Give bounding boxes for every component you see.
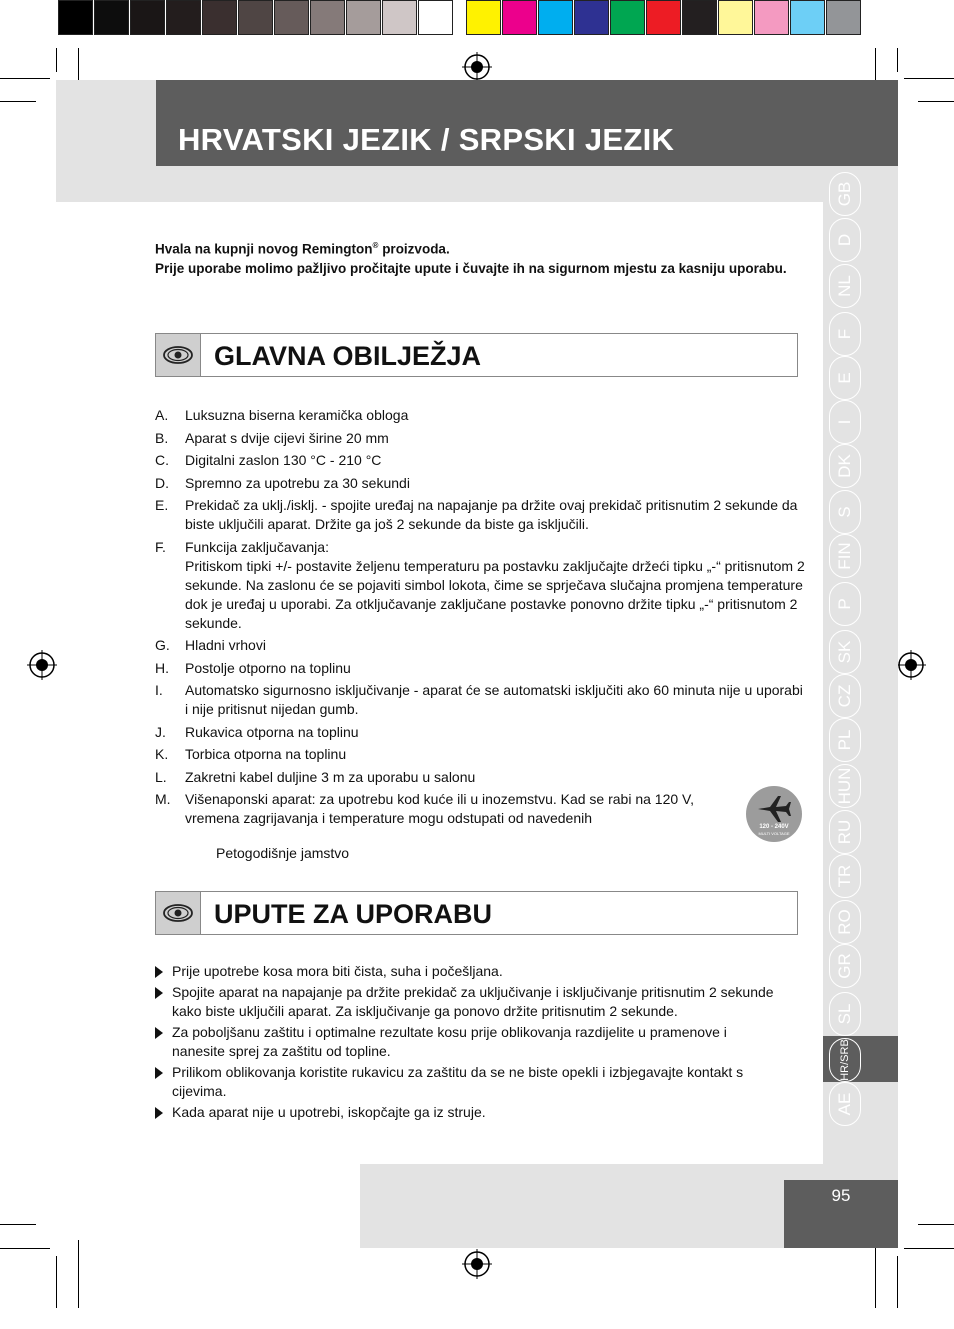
usage-text: Kada aparat nije u upotrebi, iskopčajte ga iz struje. [172,1104,486,1120]
color-swatch [502,0,537,35]
crop-mark [56,1256,57,1308]
color-swatch [382,0,417,35]
color-swatch [682,0,717,35]
color-swatch [58,0,93,35]
language-tab-label: TR [835,864,854,888]
crop-mark [904,1248,954,1249]
intro-thanks-end: proizvoda. [378,241,450,257]
feature-item [155,429,805,448]
color-swatch [94,0,129,35]
language-tab-ru[interactable] [829,810,861,854]
page-number-box [784,1180,898,1248]
warranty-text: Petogodišnje jamstvo [216,845,350,861]
page-number: 95 [831,1186,851,1205]
feature-text: Rukavica otporna na toplinu [185,723,359,740]
intro-thanks [155,236,795,259]
registered-mark: ® [372,241,379,250]
intro-thanks-text: Hvala na kupnji novog Remington [155,241,373,257]
usage-list [155,962,780,1124]
language-tab-tr[interactable] [829,854,861,898]
color-swatch [130,0,165,35]
feature-text: Automatsko sigurnosno isključivanje - aparat će se automatski isključiti ako 60 minuta nije u uporabi i nije pritisnut nijedan gumb. [185,682,803,717]
language-tab-label: PL [835,729,854,751]
features-title: GLAVNA OBILJEŽJA [214,341,482,371]
crop-mark [897,48,898,72]
language-tab-label: GR [835,953,854,979]
feature-item [155,451,805,470]
language-tab-label: I [835,419,854,425]
language-tab-sk[interactable] [829,630,861,674]
feature-text: Spremno za upotrebu za 30 sekundi [185,474,410,491]
section-icon-box [156,334,201,376]
intro-instructions: Prije uporabe molimo pažljivo pročitajte upute i čuvajte ih na sigurnom mjestu za kasniju uporabu. [155,260,787,276]
language-tab-gb[interactable] [829,172,861,216]
language-tab-label: AE [835,1092,854,1116]
usage-item [155,962,780,981]
feature-text: Funkcija zaključavanja: Pritiskom tipki +/- postavite željenu temperaturu pa postavku zaključajte držeći tipku „-“ pritisnutom 2 sekunde. Na zaslonu će se pojaviti simbol lokota, čime se sprječava slučajna promjena temperature dok je uređaj u uporabi. Za otključavanje zaključane postavke ponovno držite tipku „-“ pritisnutom 2 sekunde. [185,538,805,631]
feature-item [155,474,805,493]
language-tab-label: SL [835,1003,854,1025]
language-tab-hun[interactable] [829,764,861,808]
feature-text: Hladni vrhovi [185,637,266,653]
page-title: HRVATSKI JEZIK / SRPSKI JEZIK [178,122,675,157]
language-tab-fin[interactable] [829,534,861,578]
crop-mark [0,1248,50,1249]
language-tab-s[interactable] [829,490,861,534]
color-swatch [790,0,825,35]
language-tab-label: D [835,233,854,247]
language-tab-e[interactable] [829,356,861,400]
crop-mark [918,101,954,102]
crop-mark [875,1240,876,1308]
language-tab-gr[interactable] [829,944,861,988]
section-icon-box [156,892,201,934]
color-swatch [466,0,501,35]
airplane-icon [756,794,792,824]
usage-text: Prije upotrebe kosa mora biti čista, suha i počešljana. [172,963,503,979]
feature-label: B. [155,429,169,446]
crop-mark [897,1256,898,1308]
usage-text: Spojite aparat na napajanje pa držite prekidač za uključivanje i isključivanje pritisnutim 2 sekunde kako biste uključili aparat. Za isključivanje ga ponovo držite pritisnutim 2 sekunde. [172,984,774,1019]
crop-mark [918,1224,954,1225]
language-tab-label: GB [835,181,854,207]
color-swatch [826,0,861,35]
feature-item [155,406,805,425]
feature-text: Aparat s dvije cijevi širine 20 mm [185,429,389,446]
feature-label: E. [155,497,169,513]
feature-text: Višenaponski aparat: za upotrebu kod kuće ili u inozemstvu. Kad se rabi na 120 V, vremena zagrijavanja i temperature mogu odstupati od navedenih [185,791,694,826]
feature-text: Prekidač za uklj./isklj. - spojite uređaj na napajanje pa držite ovaj prekidač pritisnutim 2 sekunde da biste uključili aparat. Držite ga još 2 sekunde da biste ga isključili. [185,497,798,532]
feature-text: Torbica otporna na toplinu [185,746,347,762]
registration-mark-icon [896,650,926,680]
language-tab-i[interactable] [829,400,861,444]
language-tab-label: S [835,506,854,518]
color-swatch [610,0,645,35]
crop-mark [0,1224,36,1225]
feature-item [155,681,805,719]
color-swatch [310,0,345,35]
feature-item [155,790,805,828]
voltage-range: 120 - 240V [759,824,789,830]
usage-text: Prilikom oblikovanja koristite rukavicu za zaštitu da se ne biste opekli i izbjegavajte kontakt s cijevima. [172,1064,744,1099]
language-tab-label: DK [835,454,854,478]
language-tab-label: NL [835,275,854,297]
registration-mark-icon [462,52,492,82]
feature-text: Luksuzna biserna keramička obloga [185,407,409,423]
feature-text: Zakretni kabel duljine 3 m za uporabu u salonu [185,768,476,785]
features-section-header [155,333,798,377]
color-swatch [346,0,381,35]
usage-item [155,1103,780,1122]
bullet-arrow-icon [155,1107,163,1119]
features-list [155,406,805,832]
usage-item [155,1063,780,1101]
language-tab-ae[interactable] [829,1082,861,1126]
feature-item [155,659,805,678]
crop-mark [875,48,876,84]
title-bar [156,80,898,166]
language-tab-pl[interactable] [829,718,861,762]
color-swatch [718,0,753,35]
feature-label: I. [155,682,163,698]
language-tab-nl[interactable] [829,264,861,308]
feature-label: D. [155,474,169,491]
language-tab-label: RU [835,819,854,845]
voltage-label: MULTI VOLTAGE [758,831,790,836]
color-swatch [538,0,573,35]
language-tab-label: HUN [835,767,854,805]
usage-text: Za poboljšanu zaštitu i optimalne rezultate kosu prije oblikovanja razdijelite u pramenove i nanesite sprej za zaštitu od topline. [172,1024,727,1059]
feature-label: C. [155,452,169,468]
language-tab-dk[interactable] [829,444,861,488]
language-tab-d[interactable] [829,218,861,262]
color-swatch [574,0,609,35]
language-tab-label: CZ [835,684,854,708]
feature-item [155,496,805,534]
color-swatch [418,0,453,35]
usage-section-header [155,891,798,935]
crop-mark [78,1240,79,1308]
feature-item [155,768,805,787]
color-swatch [274,0,309,35]
bullet-arrow-icon [155,1067,163,1079]
registration-mark-icon [27,650,57,680]
registration-mark-icon [462,1249,492,1279]
intro-text [155,236,795,278]
feature-text: Digitalni zaslon 130 °C - 210 °C [185,452,382,468]
crop-mark [904,78,954,79]
eye-icon [162,899,194,927]
color-swatch [202,0,237,35]
language-tab-sl[interactable] [829,992,861,1036]
crop-mark [56,48,57,72]
language-tab-hr-srb[interactable] [829,1038,861,1082]
bullet-arrow-icon [155,987,163,999]
feature-item [155,636,805,655]
language-tab-label: F [835,328,854,340]
crop-mark [78,48,79,84]
language-tab-label: E [835,372,854,384]
crop-mark [0,78,50,79]
usage-item [155,1023,780,1061]
bullet-arrow-icon [155,1027,163,1039]
language-tab-cz[interactable] [829,674,861,718]
language-tab-label: FIN [835,542,854,570]
language-tab-label: P [835,598,854,610]
crop-mark [0,101,36,102]
color-swatch [754,0,789,35]
usage-item [155,983,780,1021]
feature-label: L. [155,768,167,785]
color-swatch [646,0,681,35]
feature-label: M. [155,791,171,807]
feature-label: G. [155,637,170,653]
language-tab-label: HR/SRB [839,1039,851,1081]
feature-label: A. [155,407,169,423]
feature-item [155,538,805,633]
feature-text: Postolje otporno na toplinu [185,659,351,676]
usage-title: UPUTE ZA UPORABU [214,899,493,929]
feature-label: H. [155,659,169,676]
color-swatch [166,0,201,35]
feature-item [155,745,805,764]
language-tab-ro[interactable] [829,900,861,944]
printer-color-bar [58,0,862,38]
feature-item [155,723,805,742]
language-tab-label: SK [835,640,854,664]
language-tab-p[interactable] [829,582,861,626]
multi-voltage-badge [746,786,802,842]
feature-label: F. [155,538,166,555]
color-swatch [238,0,273,35]
language-tab-label: RO [835,909,854,935]
feature-label: K. [155,746,169,762]
language-tab-f[interactable] [829,312,861,356]
feature-label: J. [155,723,166,740]
bullet-arrow-icon [155,966,163,978]
eye-icon [162,341,194,369]
